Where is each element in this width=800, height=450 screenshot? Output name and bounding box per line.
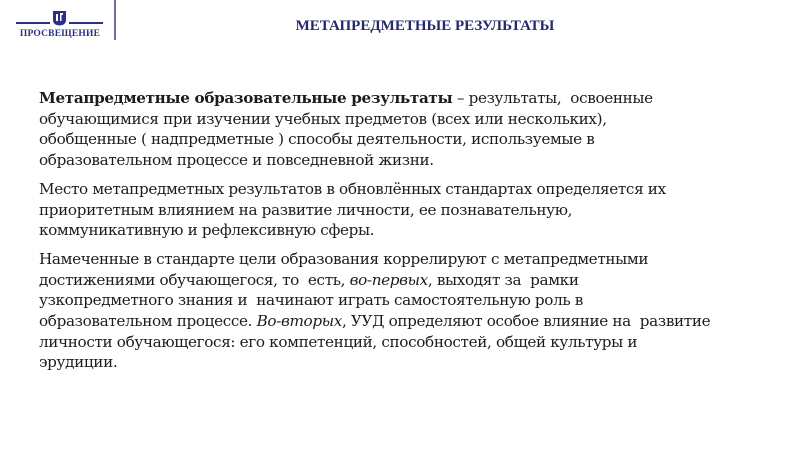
slide-body (39, 88, 779, 381)
logo-text: ПРОСВЕЩЕНИЕ (19, 29, 101, 39)
page-title: МЕТАПРЕДМЕТНЫЕ РЕЗУЛЬТАТЫ (295, 18, 555, 34)
paragraph-goals: Намеченные в стандарте цели образования коррелируют с метапредметными достижениями обучающегося, то есть, во-первых, выходят за рамки узкопредметного знания и начинают играть самостоятельную роль в образовательном процессе. Во-вторых, УУД определяют особое влияние на развитие личности обучающегося: его компетенций, способностей, общей культуры и эрудиции. (39, 249, 711, 372)
prosveshchenie-logo (14, 10, 104, 46)
emphasis-second: Во-вторых (256, 312, 342, 331)
header-divider (114, 0, 116, 40)
paragraph-definition: Метапредметные образовательные результаты – результаты, освоенные обучающимися при изучении учебных предметов (всех или нескольких), обобщенные ( надпредметные ) способы деятельности, используемые в образовательном процессе и повседневной жизни. (39, 89, 653, 170)
term-bold: Метапредметные образовательные результаты (39, 89, 453, 107)
emphasis-first: во-первых (349, 270, 428, 289)
logo-rule-left (16, 22, 50, 24)
paragraph-place: Место метапредметных результатов в обновлённых стандартах определяется их приоритетным влиянием на развитие личности, ее познавательную, коммуникативную и рефлексивную сферы. (39, 179, 666, 240)
logo-rule-right (69, 22, 103, 24)
prosveshchenie-emblem-icon (52, 10, 67, 26)
